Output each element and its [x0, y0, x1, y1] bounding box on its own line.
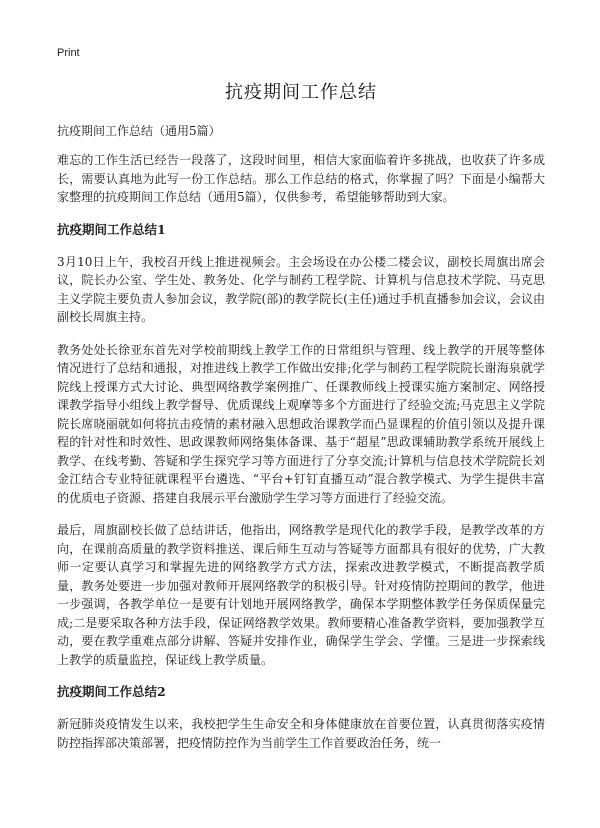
section-heading-2: 抗疫期间工作总结2 — [57, 684, 166, 699]
document-page — [57, 78, 545, 766]
section-1-paragraph-2: 教务处处长徐亚东首先对学校前期线上教学工作的日常组织与管理、线上教学的开展等整体情况进行了总结和通报，对推进线上教学工作做出安排;化学与制药工程学院院长谢海泉就学院线上授课方式大讨论、典型网络教学案例推广、任课教师线上授课实施方案制定、网络授课教学指导小组线上教学督导、优质课线上观摩等多个方面进行了经验交流;马克思主义学院院长席晓丽就如何将抗击疫情的素材融入思想政治课教学而凸显课程的价值引领以及提升课程的针对性和时效性、思政课教师网络集体备课、基于“超星”思政课辅助教学系统开展线上教学、在线考勤、答疑和学生探究学习等方面进行了分享交流;计算机与信息技术学院院长刘金江结合专业特征就课程平台遴选、“平台+钉钉直播互动”混合教学模式、为学生提供丰富的优质电子资源、搭建自我展示平台激励学生学习等方面进行了经验交流。 — [57, 342, 545, 505]
section-1-paragraph-3: 最后，周旗副校长做了总结讲话，他指出，网络教学是现代化的教学手段，是教学改革的方向，在课前高质量的教学资料推送、课后师生互动与答疑等方面都具有很好的优势，广大教师一定要认真学习和掌握先进的网络教学方式方法，探索改进教学模式，不断提高教学质量，教务处要进一步加强对教师开展网络教学的积极引导。针对疫情防控期间的教学，他进一步强调，各教学单位一是要有计划地开展网络教学，确保本学期整体教学任务保质保量完成;二是要采取各种方法手段，保证网络教学效果。教师要精心准备教学资料，要加强教学互动，要在教学重难点部分讲解、答疑并安排作业，确保学生学会、学懂。三是进一步探索线上教学的质量监控，保证线上教学质量。 — [57, 523, 545, 667]
section-heading-1: 抗疫期间工作总结1 — [57, 221, 166, 237]
document-subtitle: 抗疫期间工作总结（通用5篇） — [57, 124, 221, 138]
intro-paragraph: 难忘的工作生活已经告一段落了，这段时间里，相信大家面临着许多挑战，也收获了许多成长，需要认真地为此写一份工作总结。那么工作总结的格式，你掌握了吗？下面是小编帮大家整理的抗疫期间工作总结（通用5篇），仅供参考，希望能够帮助到大家。 — [57, 153, 545, 204]
print-link[interactable]: Print — [57, 47, 80, 59]
page-title: 抗疫期间工作总结 — [225, 82, 377, 103]
section-2-paragraph-1: 新冠肺炎疫情发生以来，我校把学生生命安全和身体健康放在首要位置，认真贯彻落实疫情防控指挥部决策部署，把疫情防控作为当前学生工作首要政治任务，统一 — [57, 717, 545, 750]
section-1-paragraph-1: 3月10日上午，我校召开线上推进视频会。主会场设在办公楼二楼会议，副校长周旗出席会议，院长办公室、学生处、教务处、化学与制药工程学院、计算机与信息技术学院、马克思主义学院主要负责人参加会议，教学院(部)的教学院长(主任)通过手机直播参加会议，会议由副校长周旗主持。 — [57, 254, 545, 324]
